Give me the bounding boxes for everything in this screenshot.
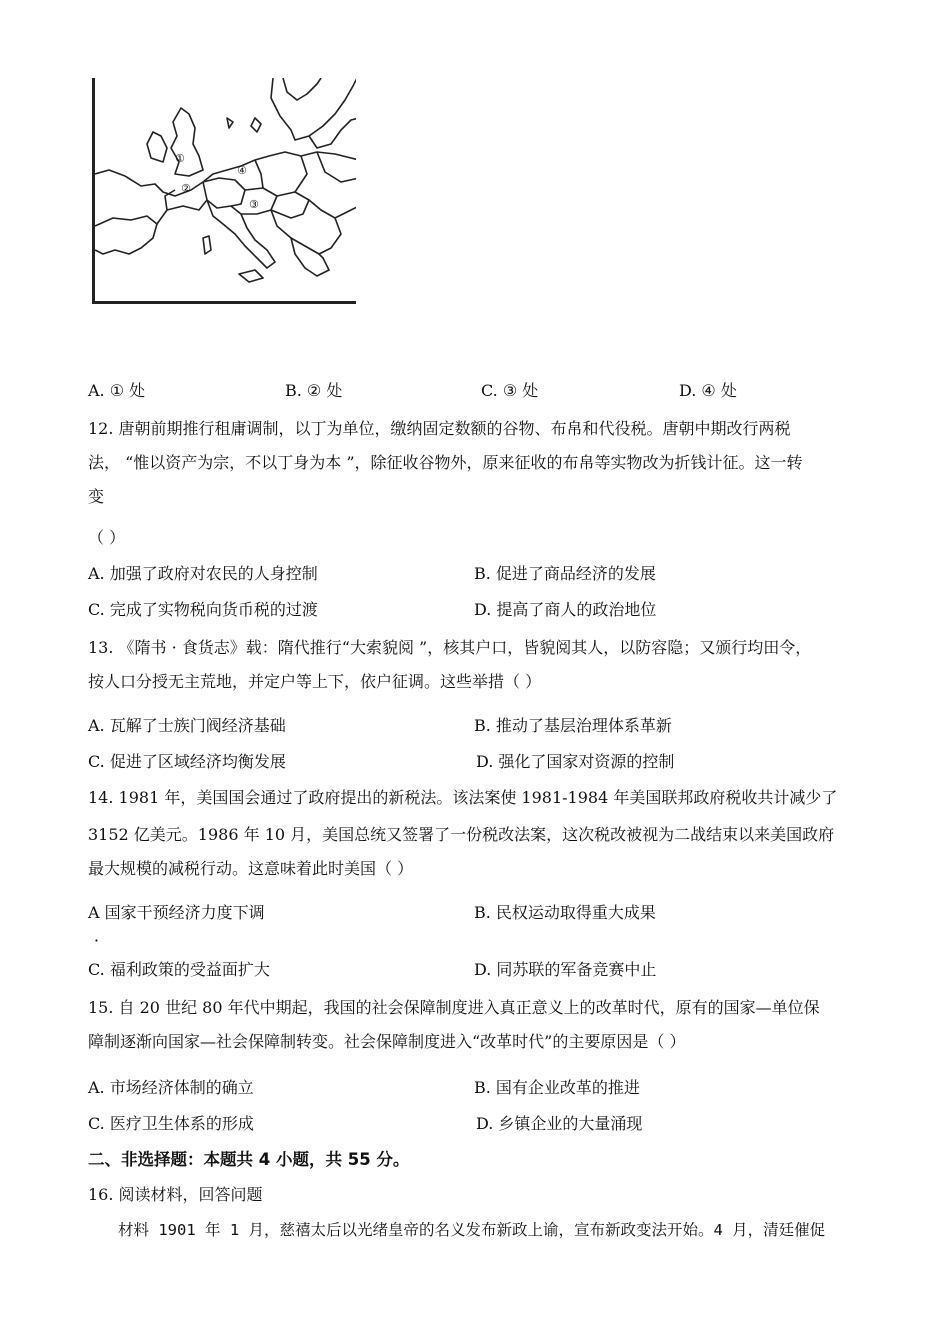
q15-option-a[interactable]: A. 市场经济体制的确立 (88, 1078, 254, 1097)
q14-stem-line2: 3152 亿美元。1986 年 10 月，美国总统又签署了一份税改法案，这次税改被视为二战结束以来美国政府 (88, 825, 835, 844)
q12-option-d[interactable]: D. 提高了商人的政治地位 (474, 600, 657, 619)
q13-option-a[interactable]: A. 瓦解了士族门阀经济基础 (88, 716, 286, 735)
q12-answer-blank: （ ） (88, 528, 126, 547)
map-marker-3: ③ (249, 198, 259, 211)
map-marker-2: ② (181, 182, 191, 195)
q11-option-b[interactable]: B. ② 处 (285, 381, 343, 400)
section-2-title: 二、非选择题：本题共 4 小题，共 55 分。 (88, 1150, 410, 1169)
q16-stem: 16. 阅读材料，回答问题 (88, 1185, 263, 1204)
q15-stem-line1: 15. 自 20 世纪 80 年代中期起，我国的社会保障制度进入真正意义上的改革时代，原有的国家—单位保 (88, 998, 820, 1017)
q14-option-a[interactable]: A 国家干预经济力度下调 (88, 903, 265, 922)
europe-map-figure (92, 78, 356, 304)
q15-option-b[interactable]: B. 国有企业改革的推进 (474, 1078, 640, 1097)
q14-option-b[interactable]: B. 民权运动取得重大成果 (474, 903, 656, 922)
q13-stem-line2: 按人口分授无主荒地，并定户等上下，依户征调。这些举措（ ） (88, 672, 542, 691)
q15-option-d[interactable]: D. 乡镇企业的大量涌现 (476, 1114, 643, 1133)
q13-option-b[interactable]: B. 推动了基层治理体系革新 (474, 716, 672, 735)
q14-option-d[interactable]: D. 同苏联的军备竞赛中止 (474, 960, 657, 979)
q14-option-c[interactable]: C. 福利政策的受益面扩大 (88, 960, 270, 979)
q13-option-c[interactable]: C. 促进了区域经济均衡发展 (88, 752, 286, 771)
q11-option-d[interactable]: D. ④ 处 (679, 381, 737, 400)
q12-stem-line2: 法， “惟以资产为宗，不以丁身为本 ”，除征收谷物外，原来征收的布帛等实物改为折钱计征。这一转 (88, 453, 803, 472)
q14-option-a-dot: ． (94, 926, 111, 945)
map-marker-4: ④ (237, 164, 247, 177)
q12-stem-line1: 12. 唐朝前期推行租庸调制，以丁为单位，缴纳固定数额的谷物、布帛和代役税。唐朝中期改行两税 (88, 419, 791, 438)
map-marker-1: ① (175, 152, 185, 165)
q11-option-c[interactable]: C. ③ 处 (481, 381, 539, 400)
q12-option-c[interactable]: C. 完成了实物税向货币税的过渡 (88, 600, 318, 619)
q16-material: 材料 1901 年 1 月，慈禧太后以光绪皇帝的名义发布新政上谕，宣布新政变法开始。4 月，清廷催促 (118, 1221, 826, 1239)
q14-stem-line3: 最大规模的减税行动。这意味着此时美国（ ） (88, 859, 414, 878)
q11-option-a[interactable]: A. ① 处 (88, 381, 146, 400)
q13-stem-line1: 13. 《隋书 · 食货志》载：隋代推行“大索貌阅 ”，核其户口，皆貌阅其人，以防容隐；又颁行均田令， (88, 638, 812, 657)
q13-option-d[interactable]: D. 强化了国家对资源的控制 (476, 752, 675, 771)
q12-option-b[interactable]: B. 促进了商品经济的发展 (474, 564, 656, 583)
q12-option-a[interactable]: A. 加强了政府对农民的人身控制 (88, 564, 318, 583)
europe-map-svg (95, 78, 356, 304)
q14-stem-line1: 14. 1981 年，美国国会通过了政府提出的新税法。该法案使 1981-1984 年美国联邦政府税收共计减少了 (88, 788, 838, 807)
q15-stem-line2: 障制逐渐向国家—社会保障制转变。社会保障制度进入“改革时代”的主要原因是（ ） (88, 1032, 686, 1051)
q15-option-c[interactable]: C. 医疗卫生体系的形成 (88, 1114, 254, 1133)
q12-stem-line3: 变 (88, 487, 105, 506)
